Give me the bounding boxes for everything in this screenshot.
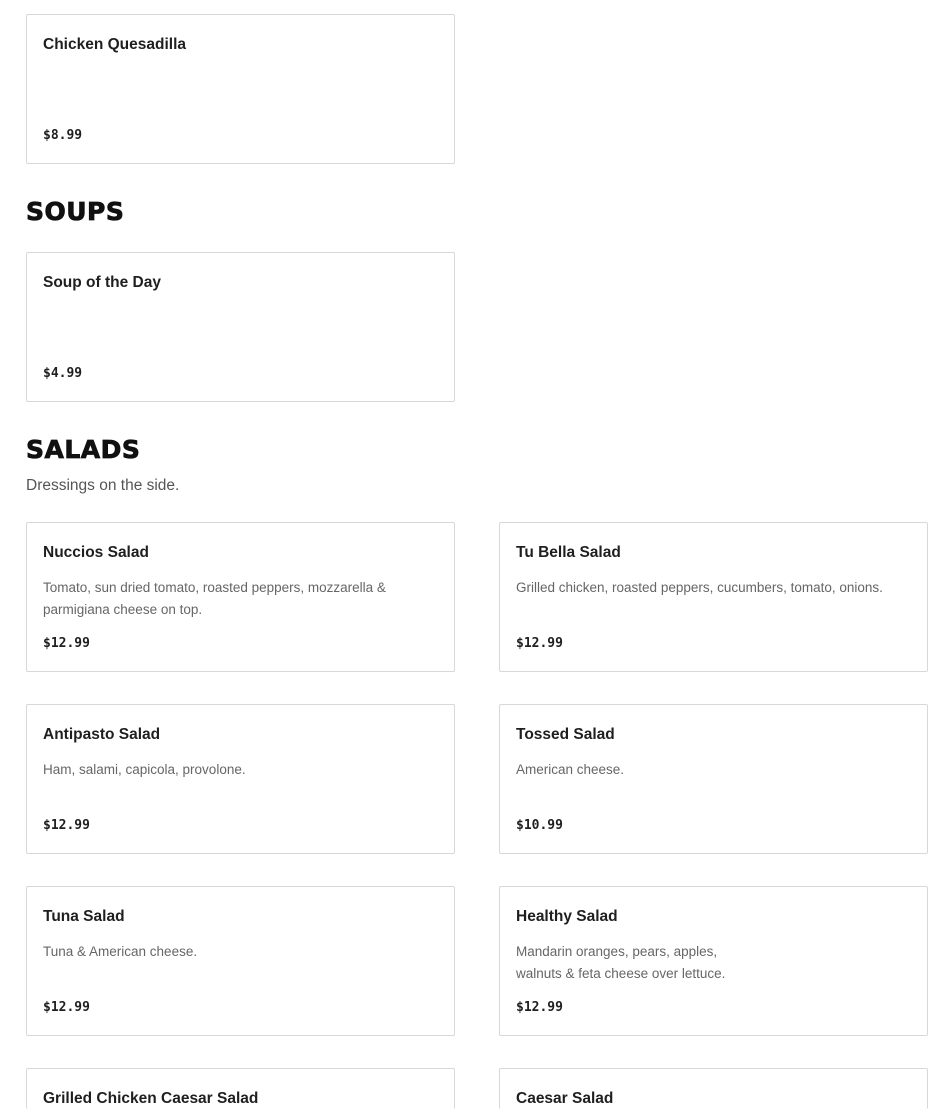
menu-item-price: $12.99 [516, 1000, 563, 1015]
section-title-soups: SOUPS [26, 197, 125, 226]
menu-item-name: Antipasto Salad [43, 726, 161, 743]
menu-item-price: $12.99 [516, 636, 563, 651]
section-subtitle-salads: Dressings on the side. [26, 477, 180, 494]
menu-item-description: Tomato, sun dried tomato, roasted peppers, mozzarella & parmigiana cheese on top. [43, 580, 386, 617]
menu-item-name: Tossed Salad [516, 726, 615, 743]
menu-item-name: Grilled Chicken Caesar Salad [43, 1090, 259, 1107]
menu-item-price: $12.99 [43, 1000, 90, 1015]
menu-item-card[interactable] [499, 1068, 928, 1109]
menu-item-name: Caesar Salad [516, 1090, 614, 1107]
menu-item-name: Tuna Salad [43, 908, 125, 925]
menu-item-name: Chicken Quesadilla [43, 36, 186, 53]
section-title-salads: SALADS [26, 435, 141, 464]
menu-item-description: Ham, salami, capicola, provolone. [43, 762, 246, 777]
menu-item-description: Tuna & American cheese. [43, 944, 198, 959]
menu-item-card[interactable] [26, 886, 455, 1036]
menu-item-description: American cheese. [516, 762, 625, 777]
menu-item-card[interactable] [26, 1068, 455, 1109]
menu-item-card[interactable] [26, 704, 455, 854]
menu-item-card[interactable] [499, 704, 928, 854]
menu-item-card[interactable] [26, 14, 455, 164]
menu-item-price: $8.99 [43, 128, 83, 143]
menu-item-card[interactable] [26, 252, 455, 402]
menu-item-name: Healthy Salad [516, 908, 618, 925]
menu-item-card[interactable] [499, 886, 928, 1036]
menu-item-price: $4.99 [43, 366, 83, 381]
menu-item-price: $10.99 [516, 818, 563, 833]
menu-item-description: Mandarin oranges, pears, apples, walnuts & feta cheese over lettuce. [516, 944, 726, 981]
menu-item-description: Grilled chicken, roasted peppers, cucumbers, tomato, onions. [516, 580, 883, 595]
menu-item-name: Nuccios Salad [43, 544, 149, 561]
menu-item-name: Soup of the Day [43, 274, 161, 291]
menu-item-card[interactable] [499, 522, 928, 672]
menu-item-price: $12.99 [43, 818, 90, 833]
menu-item-card[interactable] [26, 522, 455, 672]
menu-item-price: $12.99 [43, 636, 90, 651]
menu-item-name: Tu Bella Salad [516, 544, 621, 561]
